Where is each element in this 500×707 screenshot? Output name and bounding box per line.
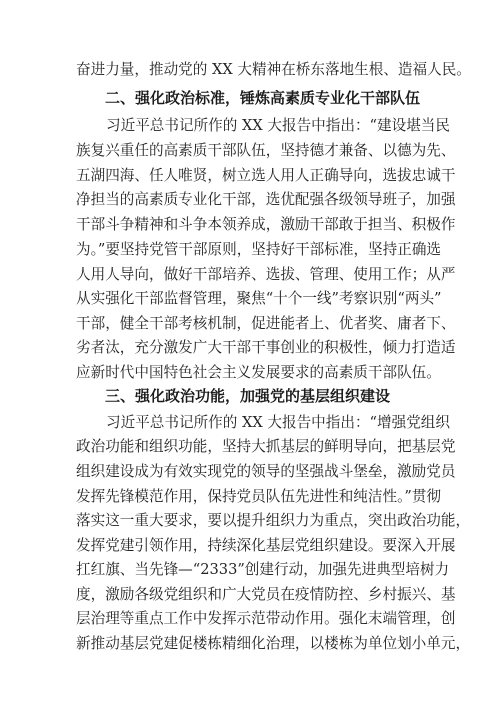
text-line: 劣者汰，充分激发广大干部干事创业的积极性，倾力打造适 (76, 339, 456, 356)
section-heading-3: 三、强化政治功能，加强党的基层组织建设 (105, 387, 391, 405)
text-line: 发挥党建引领作用，持续深化基层党组织建设。要深入开展 (76, 537, 456, 554)
text-line: 从实强化干部监督管理，聚焦“十个一线”考察识别“两头” (76, 290, 442, 307)
text-line: 净担当的高素质专业化干部，选优配强各级领导班子，加强 (76, 191, 456, 208)
text-line: 扛红旗、当先锋—“2333”创建行动，加强先进典型培树力 (76, 561, 450, 578)
text-line: 为。”要坚持党管干部原则，坚持好干部标准，坚持正确选 (76, 241, 442, 258)
paragraph-first-line: 习近平总书记所作的 XX 大报告中指出：“增强党组织 (106, 414, 450, 431)
paragraph-first-line: 习近平总书记所作的 XX 大报告中指出：“建设堪当民 (106, 117, 450, 134)
text-line: 族复兴重任的高素质干部队伍，坚持德才兼备、以德为先、 (76, 142, 456, 159)
text-line: 组织建设成为有效实现党的领导的坚强战斗堡垒，激励党员 (76, 463, 456, 480)
text-line: 落实这一重大要求，要以提升组织力为重点，突出政治功能， (76, 512, 471, 529)
text-line: 层治理等重点工作中发挥示范带动作用。强化末端管理，创 (76, 610, 456, 627)
text-line: 奋进力量，推动党的 XX 大精神在桥东落地生根、造福人民。 (76, 61, 471, 78)
text-line: 政治功能和组织功能，坚持大抓基层的鲜明导向，把基层党 (76, 438, 456, 455)
text-line: 干部，健全干部考核机制，促进能者上、优者奖、庸者下、 (76, 315, 456, 332)
text-line: 应新时代中国特色社会主义发展要求的高素质干部队伍。 (76, 364, 441, 381)
text-line: 干部斗争精神和斗争本领养成，激励干部敢于担当、积极作 (76, 216, 456, 233)
text-line: 人用人导向，做好干部培养、选拔、管理、使用工作；从严 (76, 266, 456, 283)
text-line: 度，激励各级党组织和广大党员在疫情防控、乡村振兴、基 (76, 586, 456, 603)
text-line: 新推动基层党建促楼栋精细化治理，以楼栋为单位划小单元， (76, 635, 471, 652)
text-line: 发挥先锋模范作用，保持党员队伍先进性和纯洁性。”贯彻 (76, 488, 442, 505)
text-line: 五湖四海、任人唯贤，树立选人用人正确导向，选拔忠诚干 (76, 167, 456, 184)
section-heading-2: 二、强化政治标准，锤炼高素质专业化干部队伍 (105, 89, 421, 107)
